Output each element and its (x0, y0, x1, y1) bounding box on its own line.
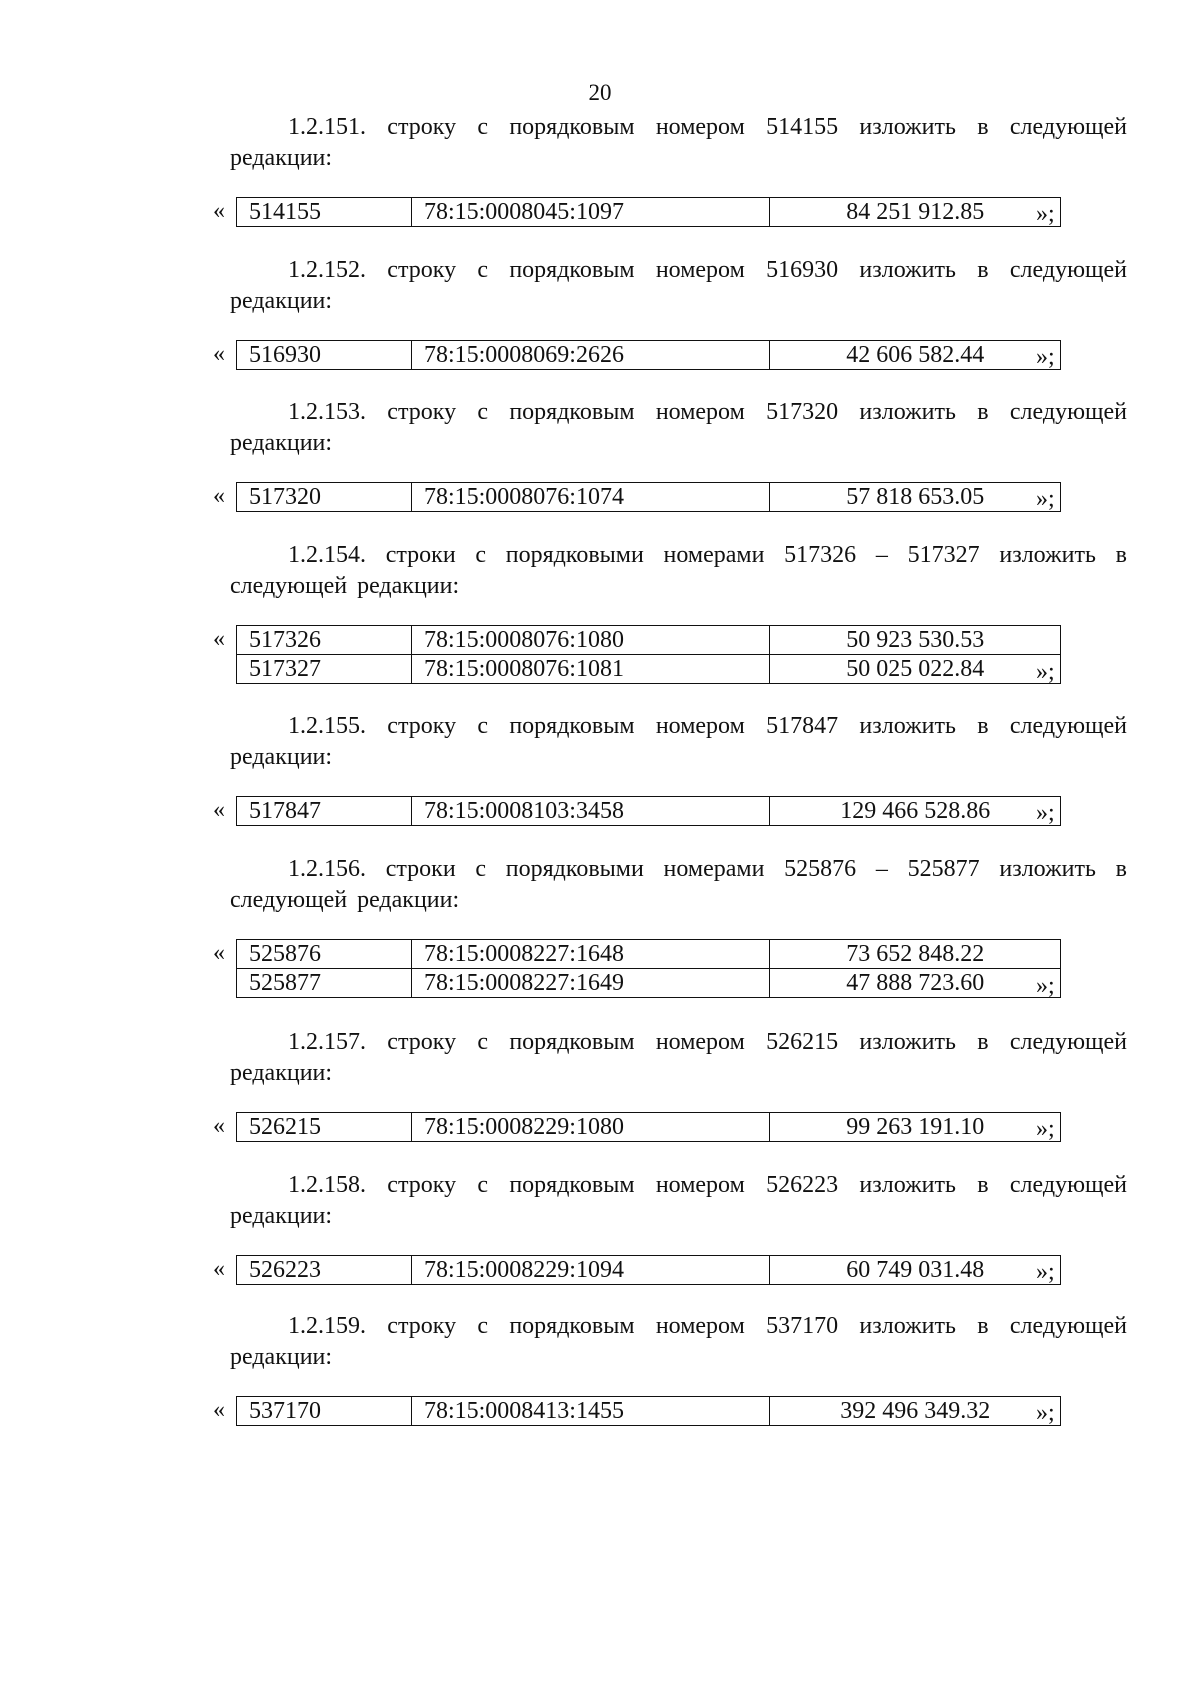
row-number-cell: 525876 (237, 940, 412, 969)
opening-quote: « (213, 1397, 225, 1423)
closing-quote: »; (1036, 344, 1055, 370)
amendment-table (236, 340, 1061, 370)
closing-quote: »; (1036, 486, 1055, 512)
amendment-table (236, 625, 1061, 684)
cadastral-number-cell: 78:15:0008076:1081 (411, 655, 769, 684)
table-row (237, 940, 1061, 969)
row-number-cell: 526215 (237, 1113, 412, 1142)
amendment-table (236, 1112, 1061, 1142)
cadastral-number-cell: 78:15:0008069:2626 (411, 341, 769, 370)
closing-quote: »; (1036, 1400, 1055, 1426)
table-row (237, 341, 1061, 370)
table-row (237, 1113, 1061, 1142)
amendment-table (236, 939, 1061, 998)
table-row (237, 1256, 1061, 1285)
amendment-text: 1.2.159. строку с порядковым номером 537170 изложить в следующей редакции: (230, 1313, 1127, 1370)
cadastral-number-cell: 78:15:0008227:1648 (411, 940, 769, 969)
value-cell: 42 606 582.44 (770, 341, 1061, 370)
page-number: 20 (588, 80, 612, 105)
table-row (237, 797, 1061, 826)
row-number-cell: 537170 (237, 1397, 412, 1426)
cadastral-number-cell: 78:15:0008103:3458 (411, 797, 769, 826)
cadastral-number-cell: 78:15:0008227:1649 (411, 969, 769, 998)
amendment-text: 1.2.151. строку с порядковым номером 514155 изложить в следующей редакции: (230, 114, 1127, 171)
row-number-cell: 525877 (237, 969, 412, 998)
opening-quote: « (213, 198, 225, 224)
row-number-cell: 517320 (237, 483, 412, 512)
opening-quote: « (213, 341, 225, 367)
value-cell: 99 263 191.10 (770, 1113, 1061, 1142)
value-cell: 50 025 022.84 (770, 655, 1061, 684)
amendment-text: 1.2.154. строки с порядковыми номерами 517326 – 517327 изложить в следующей редакции: (230, 542, 1127, 599)
amendment-table (236, 1396, 1061, 1426)
amendment-text: 1.2.155. строку с порядковым номером 517847 изложить в следующей редакции: (230, 713, 1127, 770)
row-number-cell: 517847 (237, 797, 412, 826)
amendment-table (236, 482, 1061, 512)
row-number-cell: 517326 (237, 626, 412, 655)
table-row (237, 626, 1061, 655)
cadastral-number-cell: 78:15:0008229:1080 (411, 1113, 769, 1142)
opening-quote: « (213, 1113, 225, 1139)
table-row (237, 198, 1061, 227)
opening-quote: « (213, 626, 225, 652)
closing-quote: »; (1036, 1259, 1055, 1285)
closing-quote: »; (1036, 1116, 1055, 1142)
row-number-cell: 516930 (237, 341, 412, 370)
value-cell: 73 652 848.22 (770, 940, 1061, 969)
amendment-text: 1.2.156. строки с порядковыми номерами 525876 – 525877 изложить в следующей редакции: (230, 856, 1127, 913)
closing-quote: »; (1036, 973, 1055, 999)
closing-quote: »; (1036, 659, 1055, 685)
opening-quote: « (213, 797, 225, 823)
cadastral-number-cell: 78:15:0008076:1080 (411, 626, 769, 655)
opening-quote: « (213, 483, 225, 509)
value-cell: 50 923 530.53 (770, 626, 1061, 655)
value-cell: 47 888 723.60 (770, 969, 1061, 998)
table-row (237, 483, 1061, 512)
closing-quote: »; (1036, 800, 1055, 826)
table-row (237, 1397, 1061, 1426)
closing-quote: »; (1036, 201, 1055, 227)
table-row (237, 969, 1061, 998)
value-cell: 392 496 349.32 (770, 1397, 1061, 1426)
amendment-table (236, 1255, 1061, 1285)
cadastral-number-cell: 78:15:0008413:1455 (411, 1397, 769, 1426)
amendment-table (236, 796, 1061, 826)
opening-quote: « (213, 940, 225, 966)
row-number-cell: 517327 (237, 655, 412, 684)
value-cell: 60 749 031.48 (770, 1256, 1061, 1285)
cadastral-number-cell: 78:15:0008076:1074 (411, 483, 769, 512)
amendment-table (236, 197, 1061, 227)
amendment-text: 1.2.157. строку с порядковым номером 526215 изложить в следующей редакции: (230, 1029, 1127, 1086)
row-number-cell: 526223 (237, 1256, 412, 1285)
value-cell: 57 818 653.05 (770, 483, 1061, 512)
value-cell: 129 466 528.86 (770, 797, 1061, 826)
table-row (237, 655, 1061, 684)
amendment-text: 1.2.158. строку с порядковым номером 526223 изложить в следующей редакции: (230, 1172, 1127, 1229)
opening-quote: « (213, 1256, 225, 1282)
cadastral-number-cell: 78:15:0008045:1097 (411, 198, 769, 227)
amendment-text: 1.2.153. строку с порядковым номером 517320 изложить в следующей редакции: (230, 399, 1127, 456)
cadastral-number-cell: 78:15:0008229:1094 (411, 1256, 769, 1285)
row-number-cell: 514155 (237, 198, 412, 227)
amendment-text: 1.2.152. строку с порядковым номером 516930 изложить в следующей редакции: (230, 257, 1127, 314)
value-cell: 84 251 912.85 (770, 198, 1061, 227)
